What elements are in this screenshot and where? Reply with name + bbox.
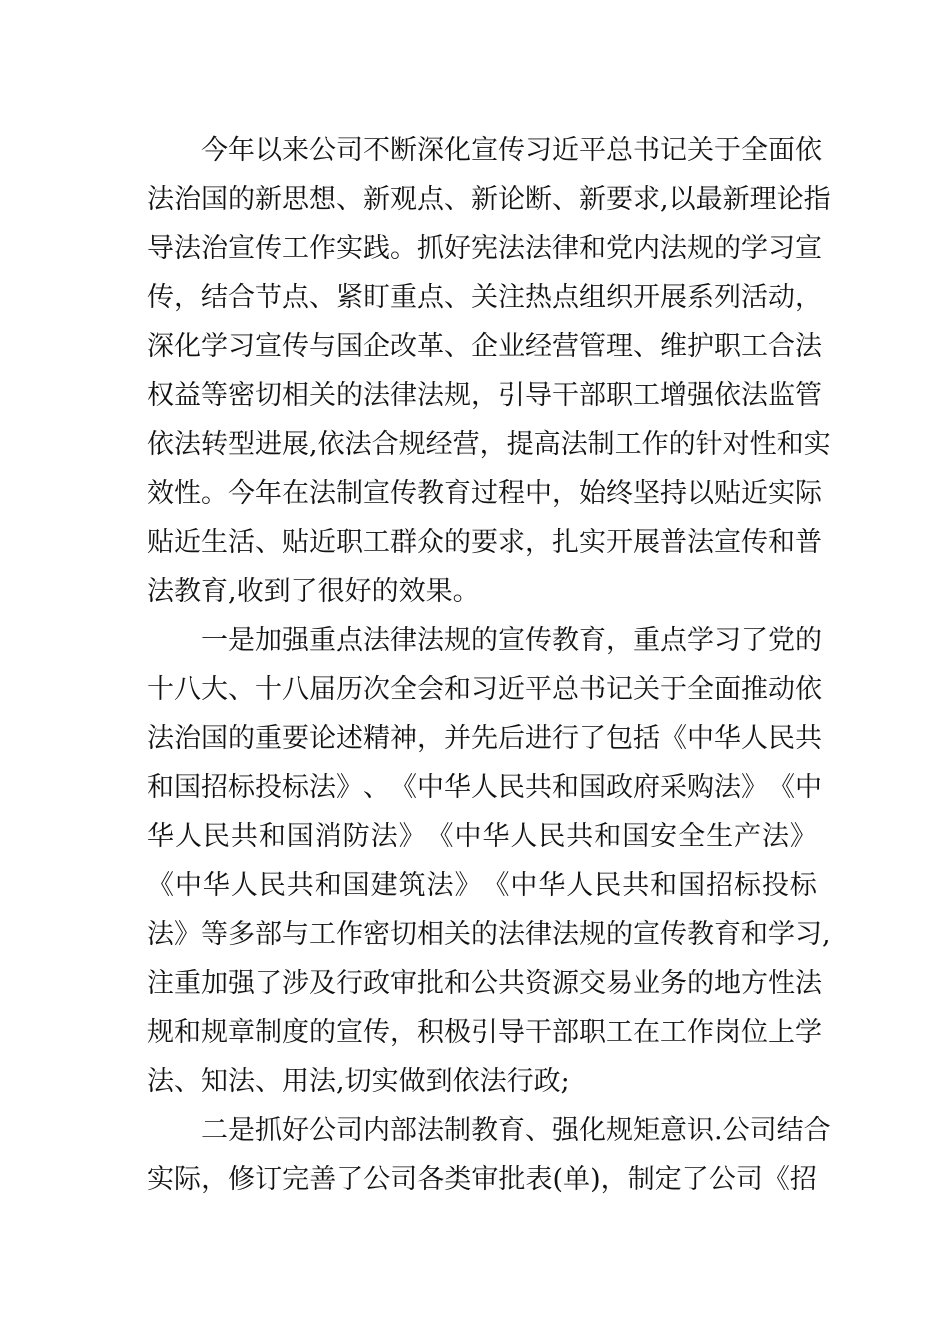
text-line: 效 性 。 今 年 在 法 制 宣 传 教 育 过 程 中 ， 始 终 坚 持 以 贴 近 实 际 (147, 478, 822, 509)
text-line: 《 中 华 人 民 共 和 国 建 筑 法 》 《 中 华 人 民 共 和 国 招 标 投 标 (147, 870, 817, 901)
text-line: 深 化 学 习 宣 传 与 国 企 改 革 、 企 业 经 营 管 理 、 维 护 职 工 合 法 (147, 331, 822, 362)
text-line: 贴 近 生 活 、 贴 近 职 工 群 众 的 要 求 ， 扎 实 开 展 普 法 宣 传 和 普 (147, 527, 822, 558)
text-line: 法 治 国 的 重 要 论 述 精 神 ， 并 先 后 进 行 了 包 括 《 中 华 人 民 共 (147, 723, 822, 754)
text-line: 法、知法、用法,切实做到依法行政; (147, 1066, 570, 1097)
text-line: 法 治 国 的 新 思 想 、 新 观 点 、 新 论 断 、 新 要 求 , 以 最 新 理 论 指 (147, 184, 831, 215)
text-line: 和 国 招 标 投 标 法 》 、 《 中 华 人 民 共 和 国 政 府 采 购 法 》 《 中 (147, 772, 822, 803)
text-line: 法教育,收到了很好的效果。 (147, 576, 480, 607)
text-line: 十 八 大 、 十 八 届 历 次 全 会 和 习 近 平 总 书 记 关 于 全 面 推 动 依 (147, 674, 822, 705)
text-line: 二 是 抓 好 公 司 内 部 法 制 教 育 、 强 化 规 矩 意 识 . 公 司 结 合 (201, 1115, 831, 1146)
paragraph-intro (147, 126, 831, 616)
paragraph-point-two (147, 1106, 831, 1204)
document-body (147, 126, 831, 1204)
text-line: 依 法 转 型 进 展 , 依 法 合 规 经 营 ， 提 高 法 制 工 作 的 针 对 性 和 实 (147, 429, 831, 460)
text-line: 规 和 规 章 制 度 的 宣 传 ， 积 极 引 导 干 部 职 工 在 工 作 岗 位 上 学 (147, 1017, 822, 1048)
text-line: 法 》 等 多 部 与 工 作 密 切 相 关 的 法 律 法 规 的 宣 传 教 育 和 学 习 , (147, 919, 831, 950)
text-line: 权 益 等 密 切 相 关 的 法 律 法 规 ， 引 导 干 部 职 工 增 强 依 法 监 管 (147, 380, 822, 411)
text-line: 传 ， 结 合 节 点 、 紧 盯 重 点 、 关 注 热 点 组 织 开 展 系 列 活 动 ， (147, 282, 822, 313)
text-line: 实 际 ， 修 订 完 善 了 公 司 各 类 审 批 表 ( 单 ) ， 制 定 了 公 司 《 招 (147, 1164, 817, 1195)
text-line: 注 重 加 强 了 涉 及 行 政 审 批 和 公 共 资 源 交 易 业 务 的 地 方 性 法 (147, 968, 822, 999)
paragraph-point-one (147, 616, 831, 1106)
text-line: 华 人 民 共 和 国 消 防 法 》 《 中 华 人 民 共 和 国 安 全 生 产 法 》 (147, 821, 817, 852)
text-line: 导 法 治 宣 传 工 作 实 践 。 抓 好 宪 法 法 律 和 党 内 法 规 的 学 习 宣 (147, 233, 822, 264)
text-line: 今 年 以 来 公 司 不 断 深 化 宣 传 习 近 平 总 书 记 关 于 全 面 依 (201, 135, 822, 166)
text-line: 一 是 加 强 重 点 法 律 法 规 的 宣 传 教 育 ， 重 点 学 习 了 党 的 (201, 625, 822, 656)
